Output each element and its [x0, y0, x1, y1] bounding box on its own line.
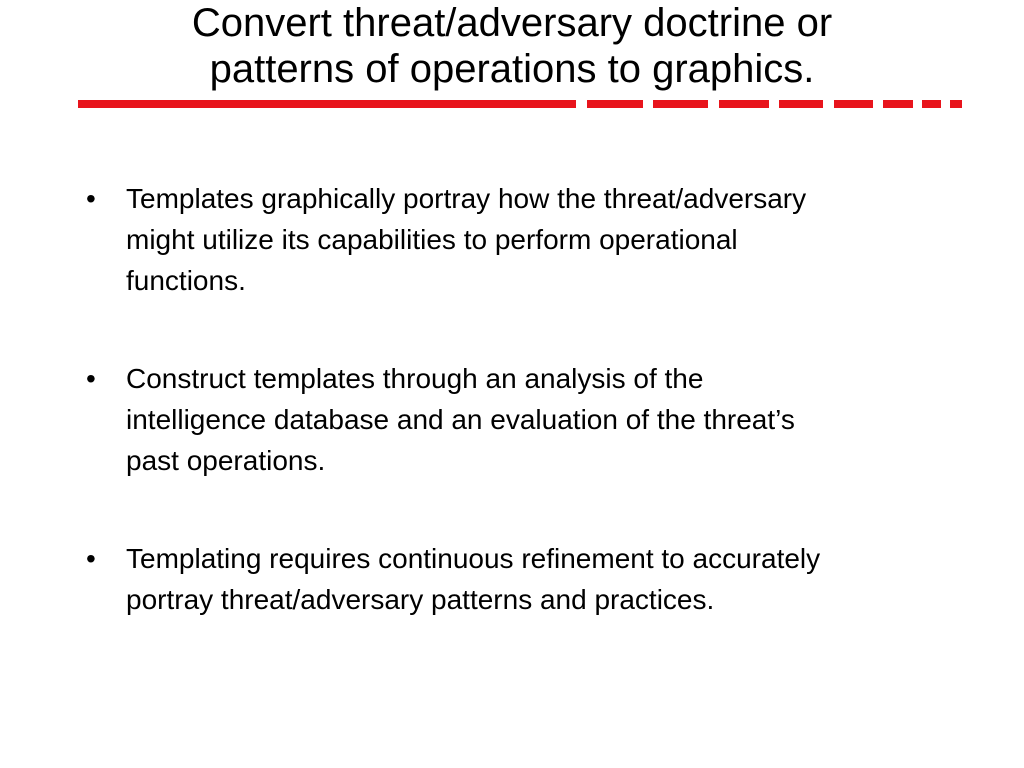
bullet-point-icon: • — [86, 543, 96, 574]
divider-dash-2 — [653, 100, 708, 108]
bullet-line: portray threat/adversary patterns and practices. — [126, 584, 715, 615]
divider-dash-1 — [587, 100, 643, 108]
divider-solid-segment — [78, 100, 576, 108]
bullet-line: might utilize its capabilities to perform operational — [126, 224, 738, 255]
bullet-line: past operations. — [126, 445, 326, 476]
bullet-list — [86, 178, 986, 620]
bullet-item-templating-refinement — [86, 538, 986, 620]
bullet-point-icon: • — [86, 183, 96, 214]
bullet-line: intelligence database and an evaluation of the threat’s — [126, 404, 795, 435]
divider-dash-8 — [950, 100, 962, 108]
bullet-line: functions. — [126, 265, 246, 296]
bullet-line: Templates graphically portray how the threat/adversary — [126, 183, 807, 214]
slide-title-line-1: Convert threat/adversary doctrine or — [191, 1, 833, 45]
bullet-item-construct-templates — [86, 358, 986, 481]
divider-dash-4 — [779, 100, 823, 108]
bullet-line: Construct templates through an analysis of the — [126, 363, 704, 394]
bullet-point-icon: • — [86, 363, 96, 394]
divider-dash-3 — [719, 100, 769, 108]
divider-dash-5 — [834, 100, 873, 108]
divider-dash-7 — [922, 100, 941, 108]
bullet-line: Templating requires continuous refinement to accurately — [126, 543, 821, 574]
slide-title-line-2: patterns of operations to graphics. — [209, 47, 815, 91]
title-divider — [78, 99, 968, 109]
bullet-item-templates-portray — [86, 178, 986, 301]
slide-title — [60, 0, 964, 92]
divider-dash-6 — [883, 100, 913, 108]
